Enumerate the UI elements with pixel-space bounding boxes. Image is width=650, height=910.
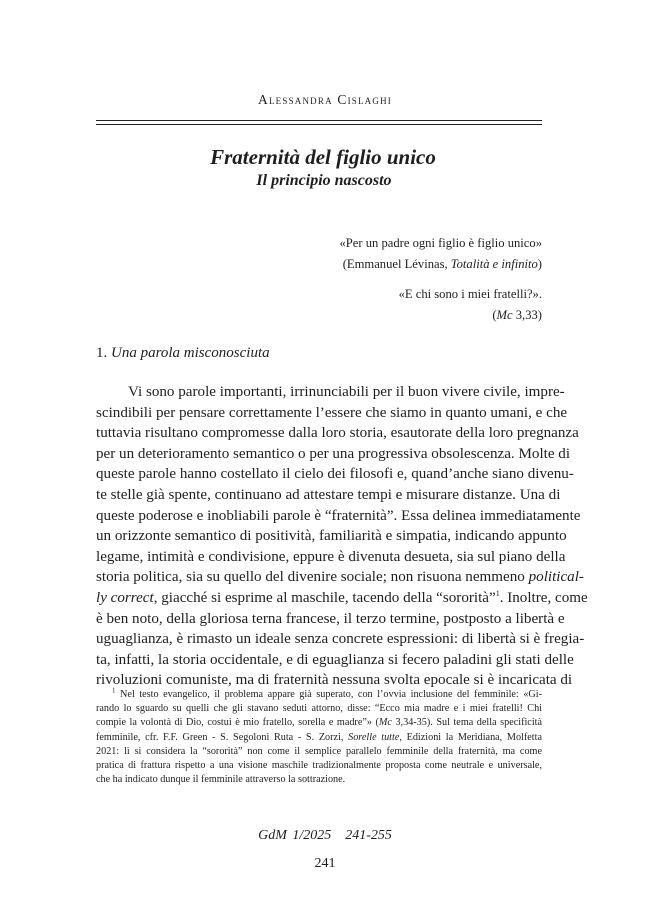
body-line-text: . Inoltre, come [499, 589, 588, 606]
footnote-text: femminile, cfr. F.F. Green - S. Segoloni Ruta - S. Zorzi, [96, 731, 349, 743]
body-line: rivoluzioni comuniste, ma di fraternità nessuna svolta epocale si è incaricata di [96, 672, 573, 689]
body-line: queste parole hanno costellato il cielo dei filosofi e, quand’anche siano divenu- [96, 466, 574, 483]
header-rule-top [96, 120, 542, 121]
section-heading [96, 343, 270, 363]
body-line: queste poderose e inobliabili parole è “fraternità”. Essa delinea immediatamente [96, 507, 581, 524]
section-number: 1. [96, 345, 111, 361]
footnote-line: che ha indicato dunque il femminile attraverso la sottrazione. [96, 774, 346, 786]
section-title: Una parola misconosciuta [111, 345, 270, 361]
italic-term: ly correct [96, 589, 154, 606]
footnote-text: compie la volontà di Dio, costui è mio fratello, sorella e madre”» ( [96, 717, 379, 729]
title-block [96, 144, 542, 192]
journal-pages: 241-255 [345, 828, 392, 843]
epigraph-block [250, 233, 542, 326]
body-line: Vi sono parole importanti, irrinunciabili per il buon vivere civile, impre- [128, 384, 565, 400]
footnote-marker: 1 [112, 686, 116, 695]
footnote-line [96, 688, 542, 702]
epigraph-source-suffix: ) [537, 257, 542, 271]
epigraph-gap [250, 275, 542, 284]
running-head-author: Alessandra Cislaghi [258, 92, 392, 107]
footnote-text: 3,34-35). Sul tema della specificità [391, 717, 542, 729]
footnote [96, 688, 542, 787]
body-line [96, 588, 588, 609]
epigraph-source [250, 254, 542, 275]
body-line: è ben noto, della gloriosa terna francese, il terzo termine, postposto a libertà e [96, 610, 565, 627]
epigraph-source-work: Totalità e infinito [450, 257, 538, 271]
footnote-italic: Mc [378, 717, 392, 729]
body-line: te stelle già spente, continuano ad attestare tempi e misurare distanze. Una di [96, 486, 561, 503]
footnote-ref[interactable]: 1 [495, 588, 500, 598]
epigraph-quote: «Per un padre ogni figlio è figlio unico» [339, 236, 542, 250]
body-line-text: , giacché si esprime al maschile, tacendo della “sororità” [153, 589, 496, 606]
body-line: scindibili per pensare correttamente l’essere che siamo in quanto umani, e che [96, 404, 568, 421]
article-title: Fraternità del figlio unico [210, 145, 436, 169]
footnote-text: , Edizioni la Meridiana, Molfetta [399, 731, 542, 743]
body-paragraph [96, 382, 588, 691]
body-line: un orizzonte semantico di positività, familiarità e simpatia, indicando appunto [96, 528, 567, 545]
epigraph-source-prefix: ( [492, 308, 497, 322]
journal-reference [0, 828, 650, 844]
italic-term: political- [528, 569, 584, 586]
journal-issue: GdM 1/2025 [258, 828, 332, 843]
footnote-line [96, 731, 542, 745]
footnote-italic: Sorelle tutte [348, 731, 400, 743]
footnote-line: pratica di frattura rispetto a una visione maschile tradizionalmente proposta come neutrale e universale, [96, 759, 542, 771]
footnote-line: rando lo sguardo su quelli che gli stavano seduti attorno, disse: “Ecco mia madre e i miei fratelli! Chi [96, 703, 542, 715]
body-line: uguaglianza, è rimasto un ideale senza concrete espressioni: di libertà si è fregia- [96, 631, 585, 648]
epigraph-source-suffix: 3,33) [512, 308, 542, 322]
page-number: 241 [314, 856, 336, 871]
epigraph-source-work: Mc [496, 308, 513, 322]
body-line-text: storia politica, sia su quello del divenire sociale; non risuona nemmeno [96, 569, 529, 586]
footnote-text: Nel testo evangelico, il problema appare già superato, con l’ovvia inclusione del femminile: «Gi- [115, 689, 542, 700]
footnote-line [96, 716, 542, 730]
footnote-line: 2021: lì si considera la “sororità” non come il semplice parallelo femminile della fraternità, ma come [96, 745, 542, 757]
article-subtitle: Il principio nascosto [256, 172, 392, 189]
body-line [96, 567, 584, 588]
epigraph-source-prefix: (Emmanuel Lévinas, [342, 257, 451, 271]
epigraph-source [250, 305, 542, 326]
body-line: tuttavia risultano compromesse dalla loro storia, esautorate della loro pregnanza [96, 425, 579, 442]
header-rule-bottom [96, 124, 542, 125]
body-line: legame, intimità e condivisione, eppure è divenuta desueta, sia sul piano della [96, 548, 566, 565]
body-line: ta, infatti, la storia occidentale, e di eguaglianza si fecero paladini gli stati delle [96, 651, 574, 668]
body-line: per un deterioramento semantico o per una progressiva obsolescenza. Molte di [96, 445, 571, 462]
epigraph-quote: «E chi sono i miei fratelli?». [398, 287, 542, 301]
